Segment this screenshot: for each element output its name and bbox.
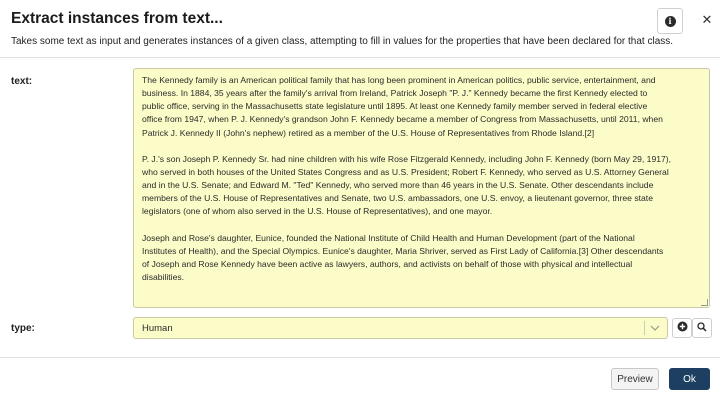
text-line: Patrick J. Kennedy II (John's nephew) retired as a member of the U.S. House of Representatives from Rhode Island.[2] <box>142 127 595 138</box>
ok-button[interactable]: Ok <box>669 368 710 390</box>
info-button[interactable] <box>657 8 683 34</box>
text-input[interactable] <box>133 68 710 308</box>
search-type-button[interactable] <box>692 318 712 338</box>
text-paragraph <box>142 74 701 140</box>
text-line: legislators (one of whom also served in the U.S. House of Representatives), and one mayor. <box>142 206 493 217</box>
add-type-button[interactable] <box>672 318 692 338</box>
text-line: Institutes of Health), and the Special Olympics. Eunice's daughter, Maria Shriver, served as First Lady of California.[3] Other descendants <box>142 245 664 256</box>
text-line: business. In 1884, 35 years after the family's arrival from Ireland, Patrick Joseph "P. J." Kennedy became the first Kennedy elected to <box>142 88 648 99</box>
text-line: P. J.'s son Joseph P. Kennedy Sr. had nine children with his wife Rose Fitzgerald Kennedy, including John F. Kennedy (born May 29, 1917), <box>142 153 672 164</box>
text-paragraph <box>142 153 701 219</box>
close-button[interactable] <box>699 11 715 29</box>
text-line: The Kennedy family is an American political family that has long been prominent in American politics, public service, entertainment, and <box>142 75 656 85</box>
text-line: who served in both houses of the United States Congress and as U.S. President; Robert F. Kennedy, who served as U.S. Attorney General <box>142 166 669 177</box>
text-line: of Joseph and Rose Kennedy have been active as lawyers, authors, and activists on behalf of those with physical and intellectual <box>142 258 633 269</box>
text-label: text: <box>11 76 33 87</box>
chevron-down-icon[interactable] <box>649 322 661 334</box>
dialog-description: Takes some text as input and generates instances of a given class, attempting to fill in values for the properties that have been declared for that class. <box>11 36 674 47</box>
plus-circle-icon <box>677 319 688 337</box>
type-select-value: Human <box>142 323 173 334</box>
text-line: public office, serving in the Massachusetts state legislature until 1895. At least one Kennedy family member served in federal elective <box>142 101 648 112</box>
text-paragraph <box>142 232 701 285</box>
text-line: Joseph and Rose's daughter, Eunice, founded the National Institute of Child Health and Human Development (part of the National <box>142 232 635 243</box>
preview-button[interactable]: Preview <box>611 368 659 390</box>
text-line: office from 1947, when P. J. Kennedy's grandson John F. Kennedy became a member of Congress from Massachusetts, until 2011, when <box>142 114 663 125</box>
text-line: and in the U.S. Senate; and Edward M. "Ted" Kennedy, who served more than 46 years in the U.S. Senate. Other descendants include <box>142 180 654 191</box>
dialog-header <box>0 0 720 58</box>
dialog-title: Extract instances from text... <box>11 10 223 27</box>
select-separator <box>644 321 645 335</box>
type-select[interactable] <box>133 317 668 339</box>
search-icon <box>697 319 707 337</box>
close-icon: ✕ <box>701 12 713 28</box>
text-line: disabilities. <box>142 272 185 283</box>
type-label: type: <box>11 323 35 334</box>
info-icon: i <box>665 16 676 27</box>
resize-handle[interactable] <box>701 299 708 306</box>
text-line: members of the U.S. House of Representatives and Senate, two U.S. ambassadors, one U.S. envoy, a lieutenant governor, three state <box>142 193 653 204</box>
